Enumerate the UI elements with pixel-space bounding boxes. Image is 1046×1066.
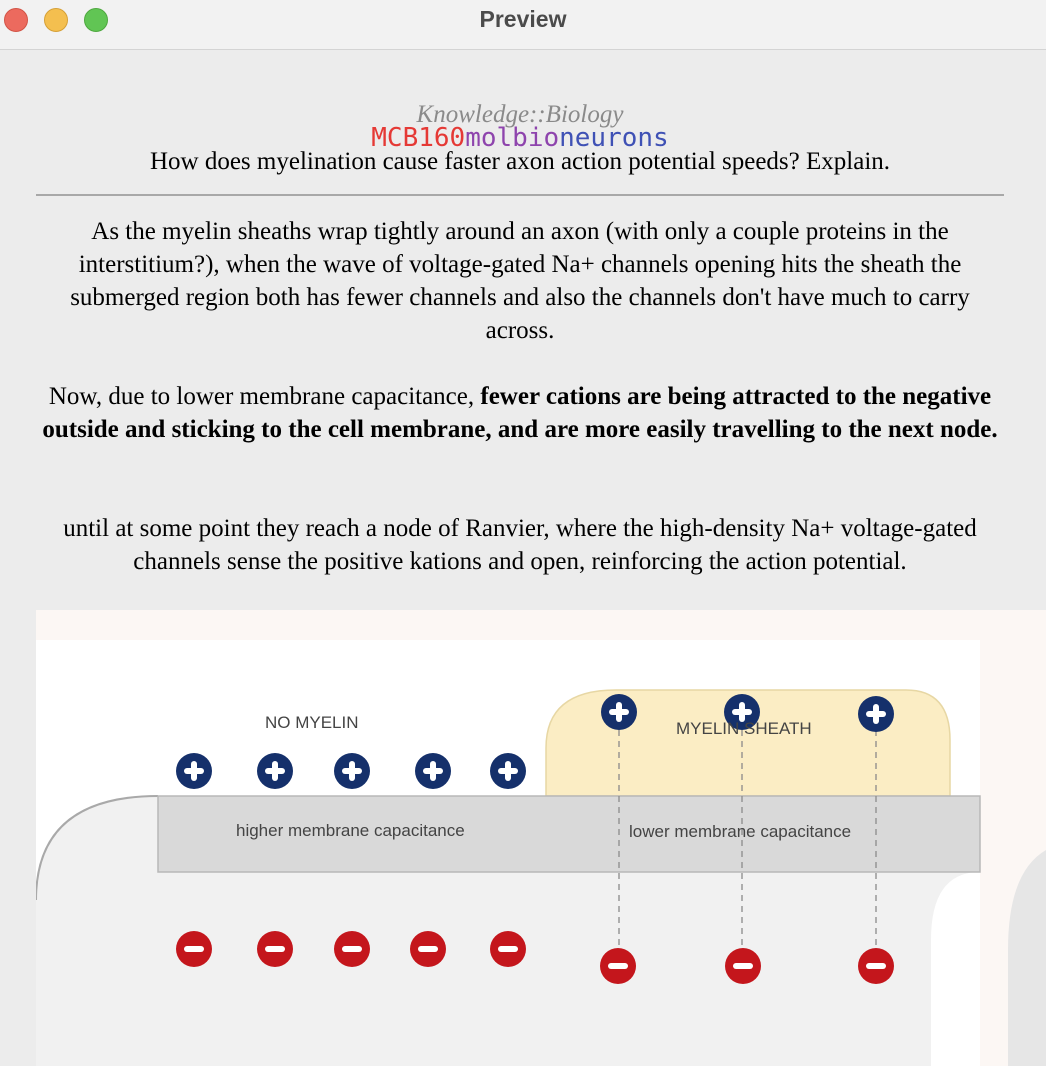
minus-icon <box>725 948 761 984</box>
label-myelin-sheath: MYELIN SHEATH <box>676 719 812 738</box>
tag-molbio: molbio <box>465 123 560 153</box>
plus-icon <box>601 694 637 730</box>
minus-icon <box>176 931 212 967</box>
preview-content <box>0 51 1046 1066</box>
plus-icon <box>858 696 894 732</box>
divider <box>36 194 1004 196</box>
label-lower-capacitance: lower membrane capacitance <box>629 822 852 841</box>
myelin-diagram <box>36 610 1046 1066</box>
minus-icon <box>257 931 293 967</box>
tag-mcb160: MCB160 <box>371 123 466 153</box>
minus-icon <box>490 931 526 967</box>
label-higher-capacitance: higher membrane capacitance <box>236 821 465 840</box>
answer-p2-text: Now, due to lower membrane capacitance, <box>48 383 481 410</box>
window-title: Preview <box>479 6 567 32</box>
answer-paragraph-3: until at some point they reach a node of Ranvier, where the high-density Na+ voltage-gated channels sense the positive kations and open, reinforcing the action potential. <box>63 515 977 575</box>
plus-icon <box>490 753 526 789</box>
plus-icon <box>176 753 212 789</box>
plus-icon <box>334 753 370 789</box>
answer-paragraph-1: As the myelin sheaths wrap tightly around an axon (with only a couple proteins in the interstitium?), when the wave of voltage-gated Na+ channels opening hits the sheath the submerged region both has fewer channels and also the channels don't have much to carry across. <box>70 218 970 344</box>
plus-icon <box>415 753 451 789</box>
deck-name: Knowledge::Biology <box>416 101 624 128</box>
answer-p2-bold: fewer cations are being attracted to the negative outside and sticking to the cell membrane, and are more easily travelling to the next node. <box>42 383 998 443</box>
minus-icon <box>334 931 370 967</box>
label-no-myelin: NO MYELIN <box>265 713 359 732</box>
window-titlebar <box>0 0 1046 50</box>
myelin-diagram-image <box>36 610 1046 1066</box>
card-question: How does myelination cause faster axon action potential speeds? Explain. <box>149 148 891 175</box>
minus-icon <box>858 948 894 984</box>
minus-icon <box>600 948 636 984</box>
tag-neurons: neurons <box>559 123 669 153</box>
minus-icon <box>410 931 446 967</box>
plus-icon <box>257 753 293 789</box>
answer-paragraph-2 <box>40 380 1000 446</box>
